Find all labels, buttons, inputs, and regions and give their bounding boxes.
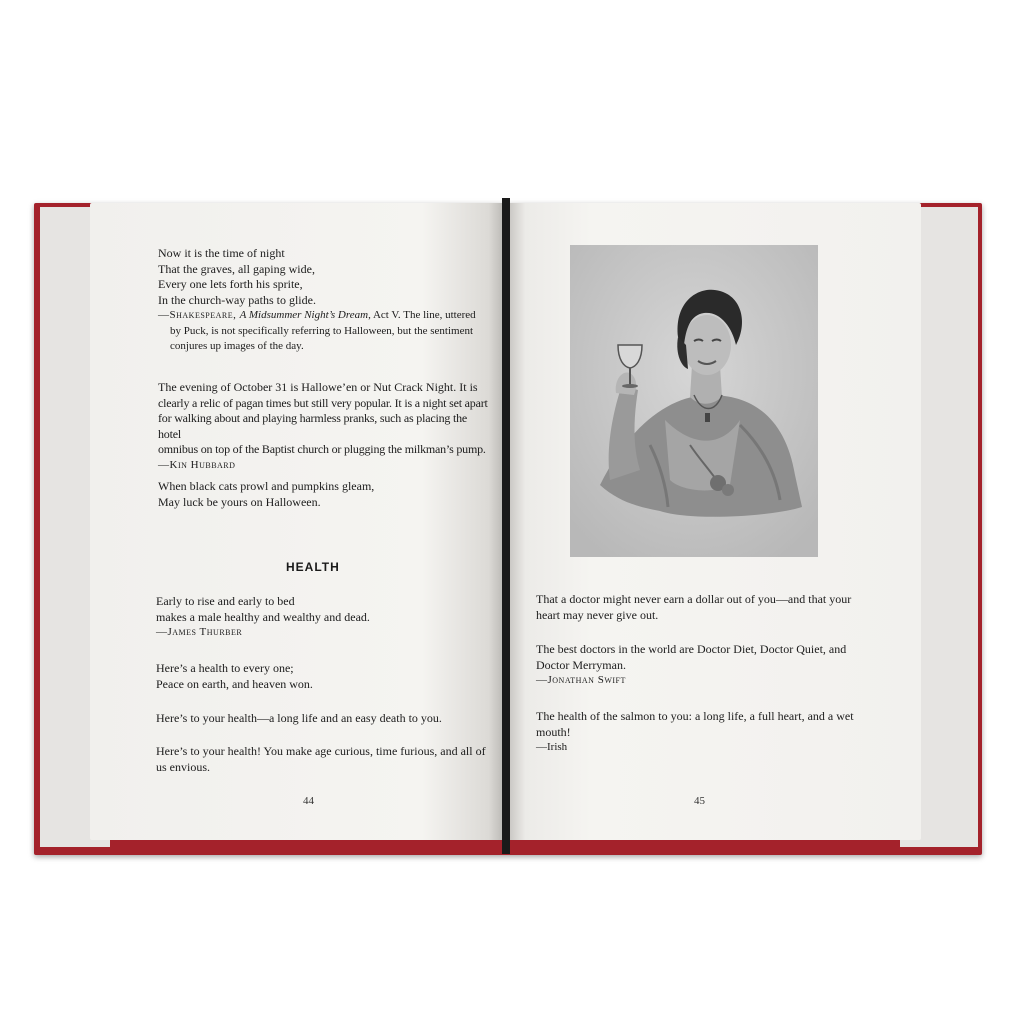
section-heading: HEALTH (286, 560, 340, 574)
text-line: Peace on earth, and heaven won. (156, 676, 313, 691)
attribution-thurber: —James Thurber (156, 626, 243, 638)
text-line: makes a male healthy and wealthy and dead. (156, 609, 370, 624)
text-line: for walking about and playing harmless pranks, such as placing the hotel (158, 411, 468, 441)
page-number-left: 44 (303, 795, 314, 807)
toast-swift (536, 642, 876, 689)
attribution-irish: —Irish (536, 741, 568, 753)
paragraph-halloween (158, 380, 490, 473)
toast-irish (536, 709, 876, 756)
text-line: omnibus on top of the Baptist church or plugging the milkman’s pump. (158, 442, 486, 456)
page-number-right: 45 (694, 795, 705, 807)
book-spine-gutter (502, 198, 510, 854)
quote-health-envious (156, 744, 488, 775)
text-line: clearly a relic of pagan times but still very popular. It is a night set apart (158, 395, 488, 410)
text-line: In the church-way paths to glide. (158, 292, 316, 307)
text-line: Here’s to your health—a long life and an easy death to you. (156, 711, 442, 725)
text-line: When black cats prowl and pumpkins gleam, (158, 479, 375, 493)
attribution-author: —Shakespeare, (158, 309, 240, 321)
text-line: Every one lets forth his sprite, (158, 277, 303, 291)
quote-health-every-one (156, 661, 486, 692)
attribution-swift: —Jonathan Swift (536, 674, 626, 686)
text-line: May luck be yours on Halloween. (158, 494, 321, 509)
attribution-note: , Act V. The line, uttered (368, 309, 476, 321)
text-line: us envious. (156, 759, 210, 774)
attribution-work: A Midsummer Night’s Dream (239, 309, 369, 321)
text-line: That the graves, all gaping wide, (158, 261, 315, 276)
text-line: Here’s to your health! You make age curious, time furious, and all of (156, 744, 486, 758)
text-line: by Puck, is not specifically referring to Halloween, but the sentiment (170, 324, 474, 337)
poem-black-cats (158, 479, 488, 510)
text-line: The best doctors in the world are Doctor Diet, Doctor Quiet, and (536, 642, 847, 656)
attribution-hubbard: —Kin Hubbard (158, 458, 236, 471)
quote-health-long-life (156, 711, 486, 727)
text-line: conjures up images of the day. (170, 340, 304, 352)
text-line: Here’s a health to every one; (156, 661, 294, 675)
toast-doctor (536, 592, 876, 623)
quote-thurber (156, 594, 486, 641)
text-line: The health of the salmon to you: a long life, a full heart, and a wet (536, 709, 854, 723)
text-line: heart may never give out. (536, 607, 659, 622)
text-line: That a doctor might never earn a dollar out of you—and that your (536, 592, 852, 606)
text-line: Now it is the time of night (158, 246, 285, 260)
text-line: Doctor Merryman. (536, 657, 626, 672)
text-line: The evening of October 31 is Hallowe’en or Nut Crack Night. It is (158, 380, 478, 394)
text-line: mouth! (536, 724, 571, 739)
woman-toasting-photo-icon (570, 245, 818, 557)
poem-shakespeare (158, 246, 488, 355)
attribution-shakespeare (158, 308, 488, 324)
text-line: Early to rise and early to bed (156, 594, 295, 608)
